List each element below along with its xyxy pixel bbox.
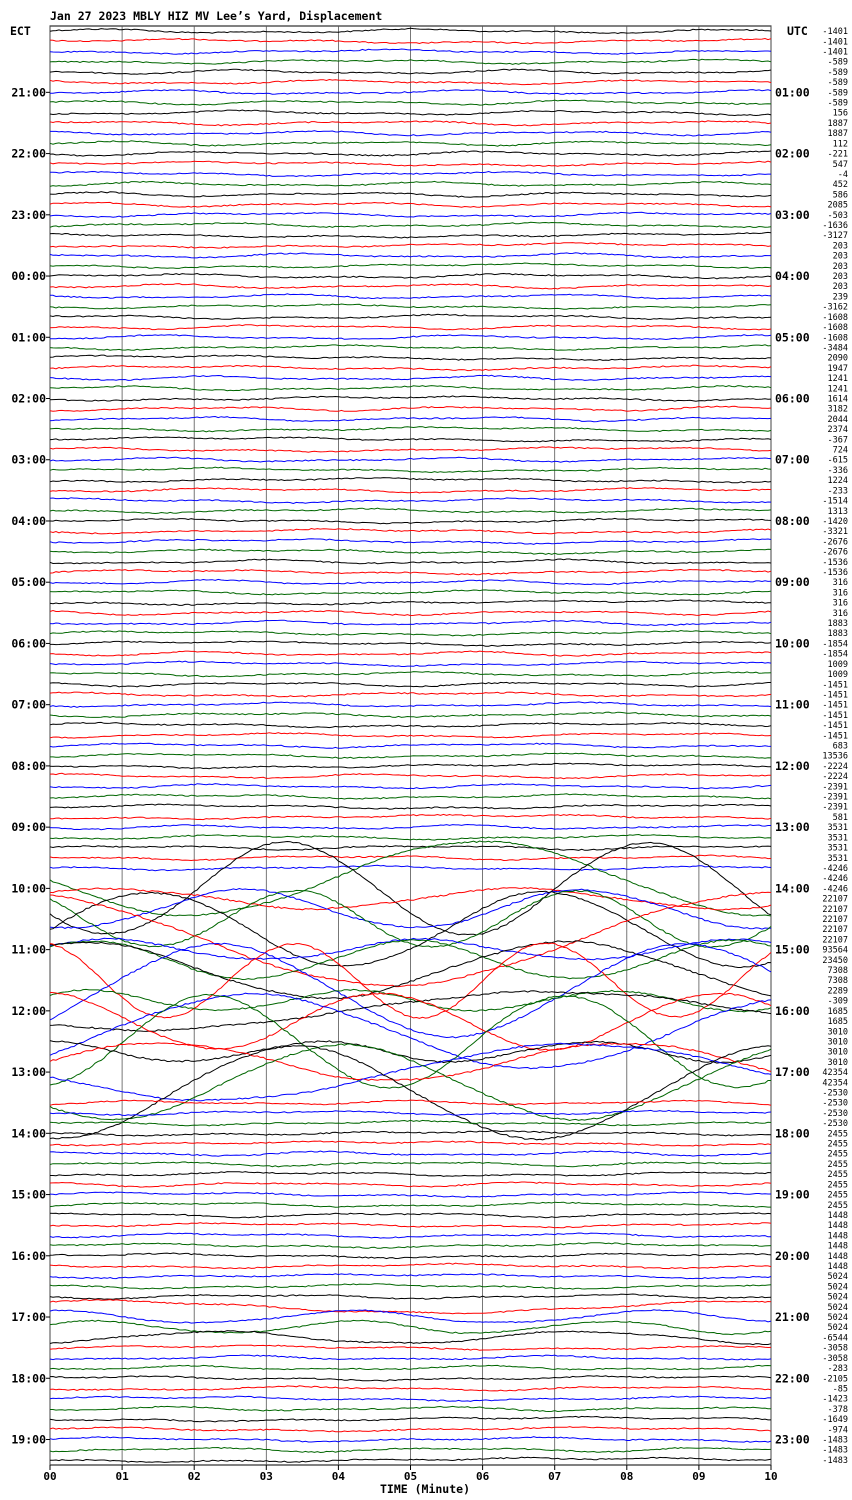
trace-offset-label: -1451	[822, 680, 848, 691]
trace-offset-label: 1241	[827, 384, 848, 395]
trace-offset-label: -2676	[822, 547, 848, 558]
left-hour-label: 16:00	[11, 1248, 46, 1263]
trace-offset-label: 1685	[827, 1017, 848, 1028]
trace-offset-label: 1883	[827, 629, 848, 640]
trace-offset-label: 316	[832, 608, 848, 619]
trace-offset-label: 112	[832, 139, 848, 150]
trace-offset-label: 2044	[827, 414, 848, 425]
trace-offset-label: 452	[832, 180, 848, 191]
trace-offset-label: -221	[827, 149, 848, 160]
trace-offset-label: 239	[832, 292, 848, 303]
x-tick-label: 04	[331, 1470, 346, 1483]
right-hour-label: 18:00	[775, 1126, 810, 1141]
x-tick-label: 01	[115, 1470, 129, 1483]
right-hour-label: 10:00	[775, 636, 810, 651]
trace-offset-label: 316	[832, 598, 848, 609]
trace-offset-label: 22107	[822, 894, 848, 905]
trace-offset-label: -1423	[822, 1394, 848, 1405]
left-hour-label: 21:00	[11, 85, 46, 100]
left-hour-label: 13:00	[11, 1065, 46, 1080]
left-hour-label: 02:00	[11, 391, 46, 406]
left-hour-label: 18:00	[11, 1371, 46, 1386]
x-tick-label: 09	[692, 1470, 706, 1483]
trace-offset-label: -1401	[822, 37, 848, 48]
trace-offset-label: -4	[837, 169, 848, 180]
right-hour-label: 17:00	[775, 1065, 810, 1080]
trace-offset-label: -1483	[822, 1435, 848, 1446]
trace-offset-label: 7308	[827, 976, 848, 987]
right-hour-label: 05:00	[775, 330, 810, 345]
trace-offset-label: -2391	[822, 792, 848, 803]
trace-offset-label: -3127	[822, 231, 848, 242]
trace-offset-label: 2455	[827, 1129, 848, 1140]
x-tick-label: 00	[43, 1470, 57, 1483]
right-hour-label: 08:00	[775, 513, 810, 528]
x-tick-label: 03	[259, 1470, 273, 1483]
trace-offset-label: 203	[832, 251, 848, 262]
left-hour-label: 22:00	[11, 146, 46, 161]
trace-offset-label: -589	[827, 57, 848, 68]
trace-offset-label: -3321	[822, 527, 848, 538]
trace-offset-label: 2455	[827, 1139, 848, 1150]
trace-offset-label: 203	[832, 261, 848, 272]
trace-offset-label: -2530	[822, 1119, 848, 1130]
left-hour-label: 05:00	[11, 575, 46, 590]
trace-offset-label: -4246	[822, 874, 848, 885]
right-hour-label: 20:00	[775, 1248, 810, 1263]
trace-offset-label: 42354	[822, 1078, 848, 1089]
trace-offset-label: 13536	[822, 751, 848, 762]
left-hour-label: 03:00	[11, 452, 46, 467]
trace-offset-label: 22107	[822, 904, 848, 915]
left-hour-label: 17:00	[11, 1310, 46, 1325]
trace-offset-label: -1451	[822, 721, 848, 732]
trace-offset-label: 1448	[827, 1210, 848, 1221]
trace-offset-label: 5024	[827, 1292, 848, 1303]
trace-offset-label: -378	[827, 1404, 848, 1415]
left-hour-label: 06:00	[11, 636, 46, 651]
left-timezone-label: ECT	[10, 24, 31, 38]
trace-offset-label: -589	[827, 78, 848, 89]
x-tick-label: 10	[764, 1470, 778, 1483]
trace-offset-label: 1887	[827, 118, 848, 129]
left-hour-label: 10:00	[11, 881, 46, 896]
trace-offset-label: -1608	[822, 323, 848, 334]
trace-offset-label: 316	[832, 578, 848, 589]
trace-offset-label: 1241	[827, 374, 848, 385]
right-hour-label: 01:00	[775, 85, 810, 100]
trace-offset-label: 1887	[827, 129, 848, 140]
trace-offset-label: -1451	[822, 731, 848, 742]
trace-offset-label: 2374	[827, 425, 848, 436]
right-hour-label: 19:00	[775, 1187, 810, 1202]
trace-offset-label: 581	[832, 812, 848, 823]
trace-offset-label: 1448	[827, 1261, 848, 1272]
left-hour-label: 12:00	[11, 1003, 46, 1018]
trace-offset-label: 3182	[827, 404, 848, 415]
trace-offset-label: -1636	[822, 221, 848, 232]
right-hour-label: 07:00	[775, 452, 810, 467]
trace-offset-label: -1451	[822, 710, 848, 721]
trace-offset-label: 316	[832, 588, 848, 599]
trace-offset-label: 3010	[827, 1057, 848, 1068]
trace-offset-label: -4246	[822, 863, 848, 874]
right-hour-label: 22:00	[775, 1371, 810, 1386]
trace-offset-label: -2530	[822, 1088, 848, 1099]
left-hour-label: 15:00	[11, 1187, 46, 1202]
trace-offset-label: 22107	[822, 935, 848, 946]
trace-offset-label: 2455	[827, 1159, 848, 1170]
trace-offset-label: 3010	[827, 1047, 848, 1058]
x-tick-label: 07	[548, 1470, 562, 1483]
trace-offset-label: 683	[832, 741, 848, 752]
trace-offset-label: 3531	[827, 833, 848, 844]
trace-offset-label: -283	[827, 1364, 848, 1375]
right-hour-label: 14:00	[775, 881, 810, 896]
trace-offset-label: -1451	[822, 690, 848, 701]
trace-offset-label: 22107	[822, 914, 848, 925]
trace-offset-label: 547	[832, 159, 848, 170]
left-hour-label: 00:00	[11, 269, 46, 284]
trace-offset-label: -3058	[822, 1343, 848, 1354]
trace-offset-label: 2455	[827, 1190, 848, 1201]
trace-offset-label: 3531	[827, 853, 848, 864]
trace-offset-label: -2676	[822, 537, 848, 548]
left-hour-label: 19:00	[11, 1432, 46, 1447]
trace-offset-label: -6544	[822, 1333, 848, 1344]
trace-offset-label: 5024	[827, 1313, 848, 1324]
x-tick-label: 06	[475, 1470, 490, 1483]
trace-offset-label: 2090	[827, 353, 848, 364]
trace-offset-label: -589	[827, 88, 848, 99]
trace-offset-label: 1883	[827, 619, 848, 630]
trace-offset-label: -233	[827, 486, 848, 497]
left-hour-label: 04:00	[11, 513, 46, 528]
trace-offset-label: 586	[832, 190, 848, 201]
trace-offset-label: 1009	[827, 670, 848, 681]
trace-offset-label: 2289	[827, 986, 848, 997]
trace-offset-label: 203	[832, 241, 848, 252]
trace-offset-label: -1451	[822, 700, 848, 711]
trace-offset-label: 23450	[822, 955, 848, 966]
right-hour-label: 15:00	[775, 942, 810, 957]
trace-offset-label: -1854	[822, 639, 848, 650]
trace-offset-label: 3531	[827, 843, 848, 854]
trace-offset-label: 5024	[827, 1302, 848, 1313]
trace-offset-label: -1649	[822, 1415, 848, 1426]
trace-offset-label: 3010	[827, 1037, 848, 1048]
left-hour-label: 23:00	[11, 207, 46, 222]
x-tick-label: 05	[403, 1470, 418, 1483]
right-hour-label: 12:00	[775, 758, 810, 773]
trace-offset-label: -336	[827, 465, 848, 476]
left-hour-label: 11:00	[11, 942, 46, 957]
trace-offset-label: -2224	[822, 772, 848, 783]
trace-offset-label: 1448	[827, 1221, 848, 1232]
trace-offset-label: -3058	[822, 1353, 848, 1364]
trace-offset-label: -589	[827, 98, 848, 109]
x-tick-label: 08	[620, 1470, 634, 1483]
left-hour-label: 09:00	[11, 820, 46, 835]
trace-offset-label: -2224	[822, 761, 848, 772]
trace-offset-label: 2455	[827, 1180, 848, 1191]
trace-offset-label: -1514	[822, 496, 848, 507]
trace-offset-label: -1608	[822, 312, 848, 323]
trace-offset-label: 724	[832, 445, 848, 456]
trace-offset-label: -1854	[822, 649, 848, 660]
trace-offset-label: -3162	[822, 302, 848, 313]
right-hour-label: 11:00	[775, 697, 810, 712]
trace-offset-label: 5024	[827, 1323, 848, 1334]
left-hour-label: 07:00	[11, 697, 46, 712]
trace-offset-label: -1608	[822, 333, 848, 344]
trace-offset-label: 93564	[822, 945, 848, 956]
trace-offset-label: 3531	[827, 823, 848, 834]
trace-offset-label: -367	[827, 435, 848, 446]
trace-offset-label: -615	[827, 455, 848, 466]
trace-offset-label: 22107	[822, 925, 848, 936]
trace-offset-label: -589	[827, 67, 848, 78]
trace-offset-label: -4246	[822, 884, 848, 895]
trace-offset-label: 7308	[827, 966, 848, 977]
trace-offset-label: -1401	[822, 47, 848, 58]
trace-offset-label: -1420	[822, 516, 848, 527]
x-tick-label: 02	[187, 1470, 201, 1483]
right-hour-label: 13:00	[775, 820, 810, 835]
trace-offset-label: 5024	[827, 1272, 848, 1283]
trace-offset-label: -1483	[822, 1445, 848, 1456]
trace-offset-label: 2455	[827, 1149, 848, 1160]
right-hour-label: 16:00	[775, 1003, 810, 1018]
left-hour-label: 14:00	[11, 1126, 46, 1141]
trace-offset-label: -85	[832, 1384, 848, 1395]
trace-offset-label: -1401	[822, 27, 848, 38]
right-hour-label: 02:00	[775, 146, 810, 161]
trace-offset-label: -1536	[822, 557, 848, 568]
trace-offset-label: 1947	[827, 363, 848, 374]
chart-title: Jan 27 2023 MBLY HIZ MV Lee’s Yard, Displacement	[50, 9, 383, 23]
trace-offset-label: -1536	[822, 568, 848, 579]
trace-offset-label: -503	[827, 210, 848, 221]
trace-offset-label: 42354	[822, 1068, 848, 1079]
x-axis-label: TIME (Minute)	[380, 1482, 471, 1496]
trace-offset-label: -309	[827, 996, 848, 1007]
right-hour-label: 04:00	[775, 269, 810, 284]
trace-offset-label: 1313	[827, 506, 848, 517]
trace-offset-label: -3484	[822, 343, 848, 354]
left-hour-label: 01:00	[11, 330, 46, 345]
trace-offset-label: -2530	[822, 1108, 848, 1119]
trace-offset-label: -2391	[822, 782, 848, 793]
trace-offset-label: 1224	[827, 476, 848, 487]
right-hour-label: 21:00	[775, 1310, 810, 1325]
left-hour-label: 08:00	[11, 758, 46, 773]
trace-offset-label: 2085	[827, 200, 848, 211]
right-hour-label: 03:00	[775, 207, 810, 222]
trace-offset-label: 1009	[827, 659, 848, 670]
right-timezone-label: UTC	[787, 24, 808, 38]
trace-offset-label: -1483	[822, 1455, 848, 1466]
trace-offset-label: -2105	[822, 1374, 848, 1385]
trace-offset-label: 1448	[827, 1251, 848, 1262]
trace-offset-label: 1448	[827, 1241, 848, 1252]
trace-offset-label: 2455	[827, 1200, 848, 1211]
trace-offset-label: 5024	[827, 1282, 848, 1293]
trace-offset-label: 1448	[827, 1231, 848, 1242]
trace-offset-label: 156	[832, 108, 848, 119]
trace-offset-label: 1614	[827, 394, 848, 405]
right-hour-label: 06:00	[775, 391, 810, 406]
trace-offset-label: -2391	[822, 802, 848, 813]
trace-offset-label: 1685	[827, 1006, 848, 1017]
trace-offset-label: -974	[827, 1425, 848, 1436]
trace-offset-label: 3010	[827, 1027, 848, 1038]
trace-offset-label: 2455	[827, 1170, 848, 1181]
trace-offset-label: 203	[832, 272, 848, 283]
trace-offset-label: -2530	[822, 1098, 848, 1109]
right-hour-label: 09:00	[775, 575, 810, 590]
trace-offset-label: 203	[832, 282, 848, 293]
right-hour-label: 23:00	[775, 1432, 810, 1447]
